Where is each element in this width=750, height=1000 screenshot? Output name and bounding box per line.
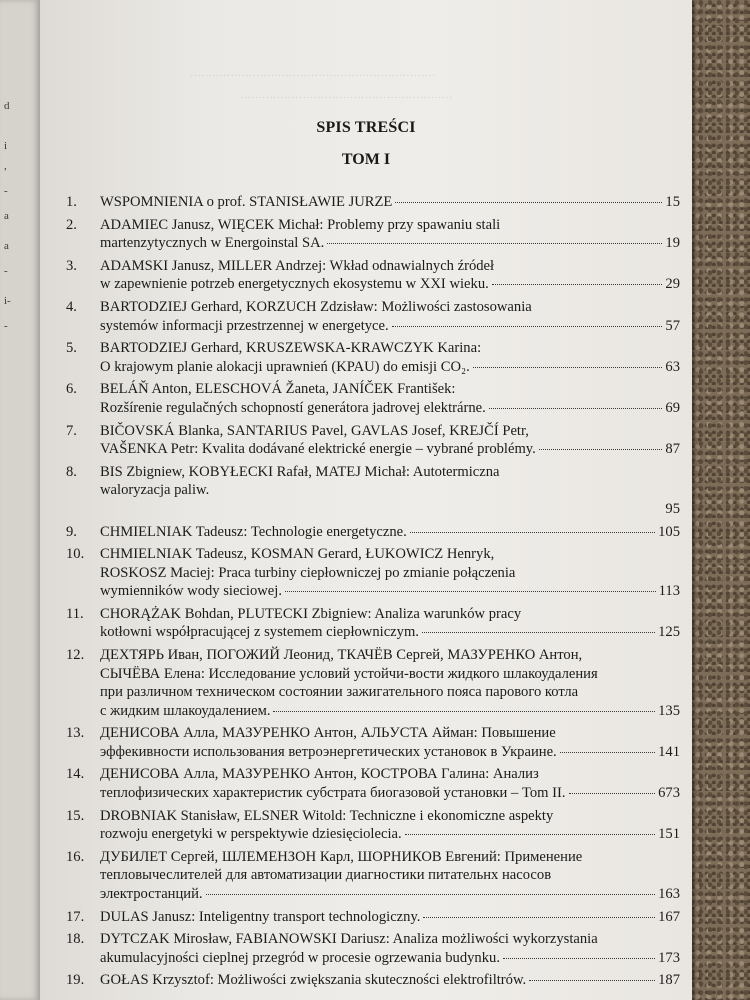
toc-entry <box>66 380 686 417</box>
page-number: 87 <box>665 441 680 458</box>
entry-text-line: BELÁŇ Anton, ELESCHOVÁ Žaneta, JANÍČEK František: <box>100 381 456 398</box>
entry-text-line: BIS Zbigniew, KOBYŁECKI Rafał, MATEJ Michał: Autotermiczna <box>100 463 500 480</box>
dot-leader <box>410 532 655 533</box>
entry-number: 10. <box>66 546 85 563</box>
toc-entry <box>66 545 686 601</box>
entry-number: 7. <box>66 422 77 439</box>
dot-leader <box>503 958 655 959</box>
dot-leader <box>206 894 656 895</box>
left-page-text-fragment: a <box>4 240 9 252</box>
page-number: 163 <box>658 885 680 902</box>
table-of-contents <box>66 193 686 994</box>
show-through-text: ··································································· <box>190 70 436 82</box>
entry-text-line: systemów informacji przestrzennej w energetyce. <box>100 317 389 334</box>
page-number: 15 <box>665 194 680 210</box>
left-page-text-fragment: i- <box>4 295 11 307</box>
page-number: 135 <box>658 702 680 719</box>
left-page-text-fragment: i <box>4 140 8 152</box>
toc-entry <box>66 646 686 720</box>
entry-text-line: BARTODZIEJ Gerhard, KRUSZEWSKA-KRAWCZYK Karina: <box>100 340 482 357</box>
entry-text-line: akumulacyjności cieplnej przegród w procesie ogrzewania budynku. <box>100 949 500 966</box>
toc-entry <box>66 908 686 927</box>
toc-entry <box>66 463 686 519</box>
dot-leader <box>492 284 663 285</box>
dot-leader <box>405 834 655 835</box>
dot-leader <box>560 752 655 753</box>
page-number: 105 <box>658 523 680 540</box>
page-number: 125 <box>658 624 680 641</box>
toc-entry <box>66 523 686 542</box>
entry-text-line: waloryzacja paliw. <box>100 482 210 499</box>
entry-number: 19. <box>66 972 85 989</box>
entry-text-line: ADAMSKI Janusz, MILLER Andrzej: Wkład odnawialnych źródeł <box>100 257 495 274</box>
dot-leader <box>392 326 663 327</box>
dot-leader <box>422 632 655 633</box>
left-page-text-fragment: d <box>4 100 10 112</box>
toc-entry <box>66 807 686 844</box>
entry-text-line: CHORĄŻAK Bohdan, PLUTECKI Zbigniew: Analiza warunków pracy <box>100 605 522 622</box>
entry-text-line: WSPOMNIENIA o prof. STANISŁAWIE JURZE <box>100 194 393 210</box>
dot-leader <box>327 243 662 244</box>
contents-heading: SPIS TREŚCI <box>316 119 416 136</box>
entry-text-line: ДУБИЛЕТ Сергей, ШЛЕМЕНЗОН Карл, ШОРНИКОВ Евгений: Применение <box>100 848 583 865</box>
dot-leader <box>529 980 655 981</box>
page-number: 151 <box>658 826 680 843</box>
dot-leader <box>569 793 656 794</box>
entry-text-line: DROBNIAK Stanisław, ELSNER Witold: Techniczne i ekonomiczne aspekty <box>100 807 554 824</box>
book-page <box>40 0 692 1000</box>
entry-text-line: GOŁAS Krzysztof: Możliwości zwiększania skuteczności elektrofiltrów. <box>100 972 527 989</box>
entry-number: 13. <box>66 725 85 742</box>
entry-text-line: СЫЧЁВА Елена: Исследование условий устойчи-вости жидкого шлакоудаления <box>100 665 598 682</box>
entry-number: 9. <box>66 523 77 540</box>
entry-text-line: ROSKOSZ Maciej: Praca turbiny ciepłowniczej po zmianie połączenia <box>100 564 516 581</box>
left-page-text-fragment: - <box>4 185 8 197</box>
entry-number: 15. <box>66 807 85 824</box>
toc-entry <box>66 765 686 802</box>
entry-text-line: martenzytycznych w Energoinstal SA. <box>100 235 325 252</box>
toc-entry <box>66 971 686 990</box>
toc-entry <box>66 298 686 335</box>
toc-entry <box>66 605 686 642</box>
entry-text-line: rozwoju energetyki w perspektywie dziesięciolecia. <box>100 826 402 843</box>
dot-leader <box>273 711 655 712</box>
entry-text-line: VAŠENKA Petr: Kvalita dodávané elektrické energie – vybrané problémy. <box>100 441 536 458</box>
show-through-text: ·························································· <box>240 92 453 104</box>
entry-number: 4. <box>66 299 77 316</box>
entry-number: 8. <box>66 463 77 480</box>
page-number: 29 <box>665 276 680 293</box>
entry-text-line: w zapewnienie potrzeb energetycznych ekosystemu w XXI wieku. <box>100 276 489 293</box>
entry-text-line: DYTCZAK Mirosław, FABIANOWSKI Dariusz: Analiza możliwości wykorzystania <box>100 931 598 948</box>
left-page-text-fragment: a <box>4 210 9 222</box>
toc-entry <box>66 930 686 967</box>
dot-leader <box>395 202 662 203</box>
page-number: 69 <box>665 399 680 416</box>
entry-text-line: BARTODZIEJ Gerhard, KORZUCH Zdzisław: Możliwości zastosowania <box>100 299 532 316</box>
entry-number: 14. <box>66 766 85 783</box>
entry-text-line: CHMIELNIAK Tadeusz: Technologie energetyczne. <box>100 523 407 540</box>
entry-text-line: тепловычеслителей для автоматизации диагностики питательнх насосов <box>100 867 552 884</box>
entry-text-line: BIČOVSKÁ Blanka, SANTARIUS Pavel, GAVLAS Josef, KREJČÍ Petr, <box>100 422 529 439</box>
left-page-text-fragment: , <box>4 160 7 172</box>
entry-number: 11. <box>66 605 84 622</box>
entry-text-line: CHMIELNIAK Tadeusz, KOSMAN Gerard, ŁUKOWICZ Henryk, <box>100 546 495 563</box>
page-number: 63 <box>665 358 680 375</box>
dot-leader <box>489 408 663 409</box>
entry-text-line: kotłowni współpracującej z systemem ciepłowniczym. <box>100 624 419 641</box>
entry-text-line: эффекивности использования ветроэнергетических установок в Украине. <box>100 743 557 760</box>
entry-text-line: ДЕХТЯРЬ Иван, ПОГОЖИЙ Леонид, ТКАЧЁВ Сергей, МАЗУРЕНКО Антон, <box>100 647 583 664</box>
dot-leader <box>285 591 656 592</box>
entry-text-line: O krajowym planie alokacji uprawnień (KPAU) do emisji CO₂. <box>100 358 470 375</box>
entry-text-line: ADAMIEC Janusz, WIĘCEK Michał: Problemy przy spawaniu stali <box>100 216 501 233</box>
entry-number: 6. <box>66 381 77 398</box>
page-number: 187 <box>658 972 680 989</box>
toc-entry <box>66 422 686 459</box>
dot-leader <box>473 367 663 368</box>
page-number: 673 <box>658 784 680 801</box>
page-number: 167 <box>658 908 680 925</box>
page-number: 141 <box>658 743 680 760</box>
entry-number: 16. <box>66 848 85 865</box>
entry-text-line: DULAS Janusz: Inteligentny transport technologiczny. <box>100 908 421 925</box>
entry-text-line: wymienników wody sieciowej. <box>100 583 282 600</box>
left-page-text-fragment: - <box>4 265 8 277</box>
entry-text-line: при различном техническом состоянии зажигательного пояса парового котла <box>100 684 579 701</box>
page-number: 19 <box>665 235 680 252</box>
page-number: 57 <box>665 317 680 334</box>
carpet-background <box>690 0 750 1000</box>
left-page-text-fragment: - <box>4 320 8 332</box>
entry-number: 1. <box>66 194 77 210</box>
entry-text-line: ДЕНИСОВА Алла, МАЗУРЕНКО Антон, АЛЬУСТА Айман: Повышение <box>100 725 556 742</box>
page-number: 173 <box>658 949 680 966</box>
entry-text-line: электростанций. <box>100 885 203 902</box>
page-number: 95 <box>665 500 680 517</box>
toc-entry <box>66 848 686 904</box>
underlying-left-page <box>0 0 40 1000</box>
page-number: 113 <box>658 583 680 600</box>
toc-entry <box>66 339 686 376</box>
volume-heading: TOM I <box>341 151 391 168</box>
toc-entry <box>66 724 686 761</box>
entry-text-line: Rozšírenie regulačných schopností generátora jadrovej elektrárne. <box>100 399 486 416</box>
dot-leader <box>539 449 663 450</box>
dot-leader <box>423 917 655 918</box>
entry-number: 17. <box>66 908 85 925</box>
entry-number: 3. <box>66 257 77 274</box>
entry-number: 5. <box>66 340 77 357</box>
entry-text-line: теплофизических характеристик субстрата биогазовой установки – Tom II. <box>100 784 566 801</box>
entry-text-line: ДЕНИСОВА Алла, МАЗУРЕНКО Антон, КОСТРОВА Галина: Анализ <box>100 766 539 783</box>
entry-text-line: с жидким шлакоудалением. <box>100 702 271 719</box>
toc-entry <box>66 193 686 212</box>
toc-entry <box>66 216 686 253</box>
toc-entry <box>66 257 686 294</box>
entry-number: 18. <box>66 931 85 948</box>
entry-number: 2. <box>66 216 77 233</box>
entry-number: 12. <box>66 647 85 664</box>
